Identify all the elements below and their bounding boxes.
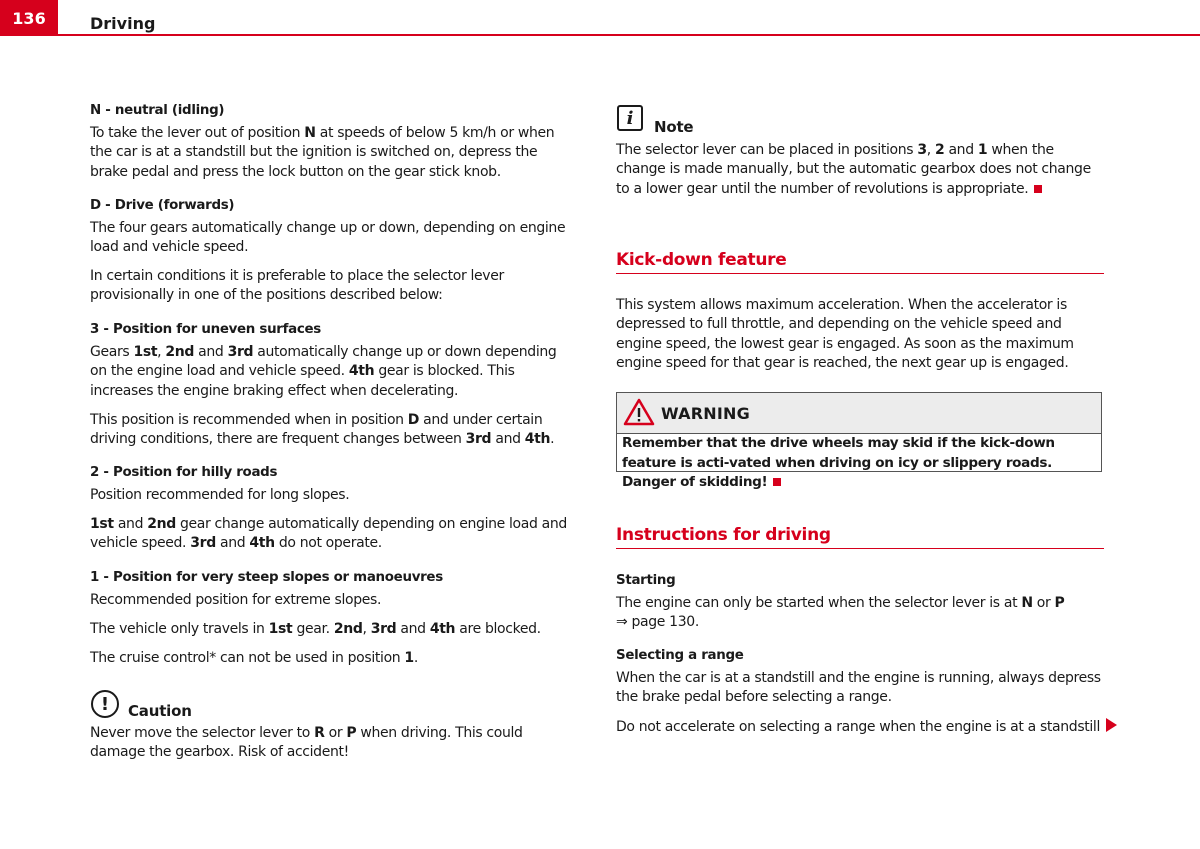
warning-header [617,393,1101,434]
continue-arrow-icon [1106,718,1117,732]
position1-paragraph-2: The vehicle only travels in 1st gear. 2nd, 3rd and 4th are blocked. [90,621,541,637]
kickdown-text: This system allows maximum acceleration. When the accelerator is depressed to full throttle, and depending on the vehicle speed and engine speed, the lowest gear is engaged. As soon as the maximum engine speed for that gear is reached, the next gear up is engaged. [616,297,1074,371]
drive-paragraph-2: In certain conditions it is preferable to place the selector lever provisionally in one of the positions described below: [90,268,504,304]
note-text: The selector lever can be placed in positions 3, 2 and 1 when the change is made manually, but the automatic gearbox does not change to a lower gear until the number of revolutions is appropriate. [616,142,1091,197]
note-title: Note [654,118,694,136]
position1-paragraph-1: Recommended position for extreme slopes. [90,592,382,608]
note-icon [617,105,643,131]
starting-text: The engine can only be started when the selector lever is at N or P ⇒ page 130. [616,595,1065,631]
range-text-2: Do not accelerate on selecting a range when the engine is at a standstill [616,719,1101,735]
starting-heading: Starting [616,573,676,588]
range-heading: Selecting a range [616,648,744,663]
position2-heading: 2 - Position for hilly roads [90,465,278,480]
caution-text: Never move the selector lever to R or P when driving. This could damage the gearbox. Risk of accident! [90,725,523,761]
position2-paragraph-1: Position recommended for long slopes. [90,487,350,503]
note-icon-glyph: i [626,107,634,129]
position3-paragraph-1: Gears 1st, 2nd and 3rd automatically change up or down depending on the engine load and vehicle speed. 4th gear is blocked. This increases the engine braking effect when decelerating. [90,344,557,399]
page-number: 136 [0,0,58,36]
drive-paragraph-1: The four gears automatically change up or down, depending on engine load and vehicle speed. [90,220,566,256]
position1-heading: 1 - Position for very steep slopes or manoeuvres [90,570,443,585]
position2-paragraph-2: 1st and 2nd gear change automatically depending on engine load and vehicle speed. 3rd and 4th do not operate. [90,516,567,552]
range-text: When the car is at a standstill and the engine is running, always depress the brake pedal before selecting a range. [616,670,1101,706]
chapter-title: Driving [90,14,156,33]
kickdown-rule [616,273,1104,274]
neutral-paragraph: To take the lever out of position N at speeds of below 5 km/h or when the car is at a standstill but the ignition is switched on, depress the brake pedal and press the lock button on the gear stick knob. [90,125,555,180]
neutral-heading: N - neutral (idling) [90,103,225,118]
drive-heading: D - Drive (forwards) [90,198,235,213]
header-rule [58,34,1200,36]
caution-title: Caution [128,702,192,720]
caution-icon: ! [91,690,119,718]
warning-box [616,392,1102,490]
position3-heading: 3 - Position for uneven surfaces [90,322,321,337]
page-reference-link[interactable]: ⇒ page 130. [616,614,699,631]
warning-triangle-icon [623,398,655,426]
instructions-title: Instructions for driving [616,525,831,545]
kickdown-title: Kick-down feature [616,250,787,270]
position1-paragraph-3: The cruise control* can not be used in position 1. [90,650,418,666]
instructions-rule [616,548,1104,549]
end-marker-icon [773,478,781,486]
position3-paragraph-2: This position is recommended when in position D and under certain driving conditions, there are frequent changes between 3rd and 4th. [90,412,555,448]
warning-title: WARNING [661,404,750,423]
warning-text: Remember that the drive wheels may skid if the kick-down feature is acti-vated when driving on icy or slippery roads. Danger of skidding! [622,435,1055,490]
end-marker-icon [1034,185,1042,193]
